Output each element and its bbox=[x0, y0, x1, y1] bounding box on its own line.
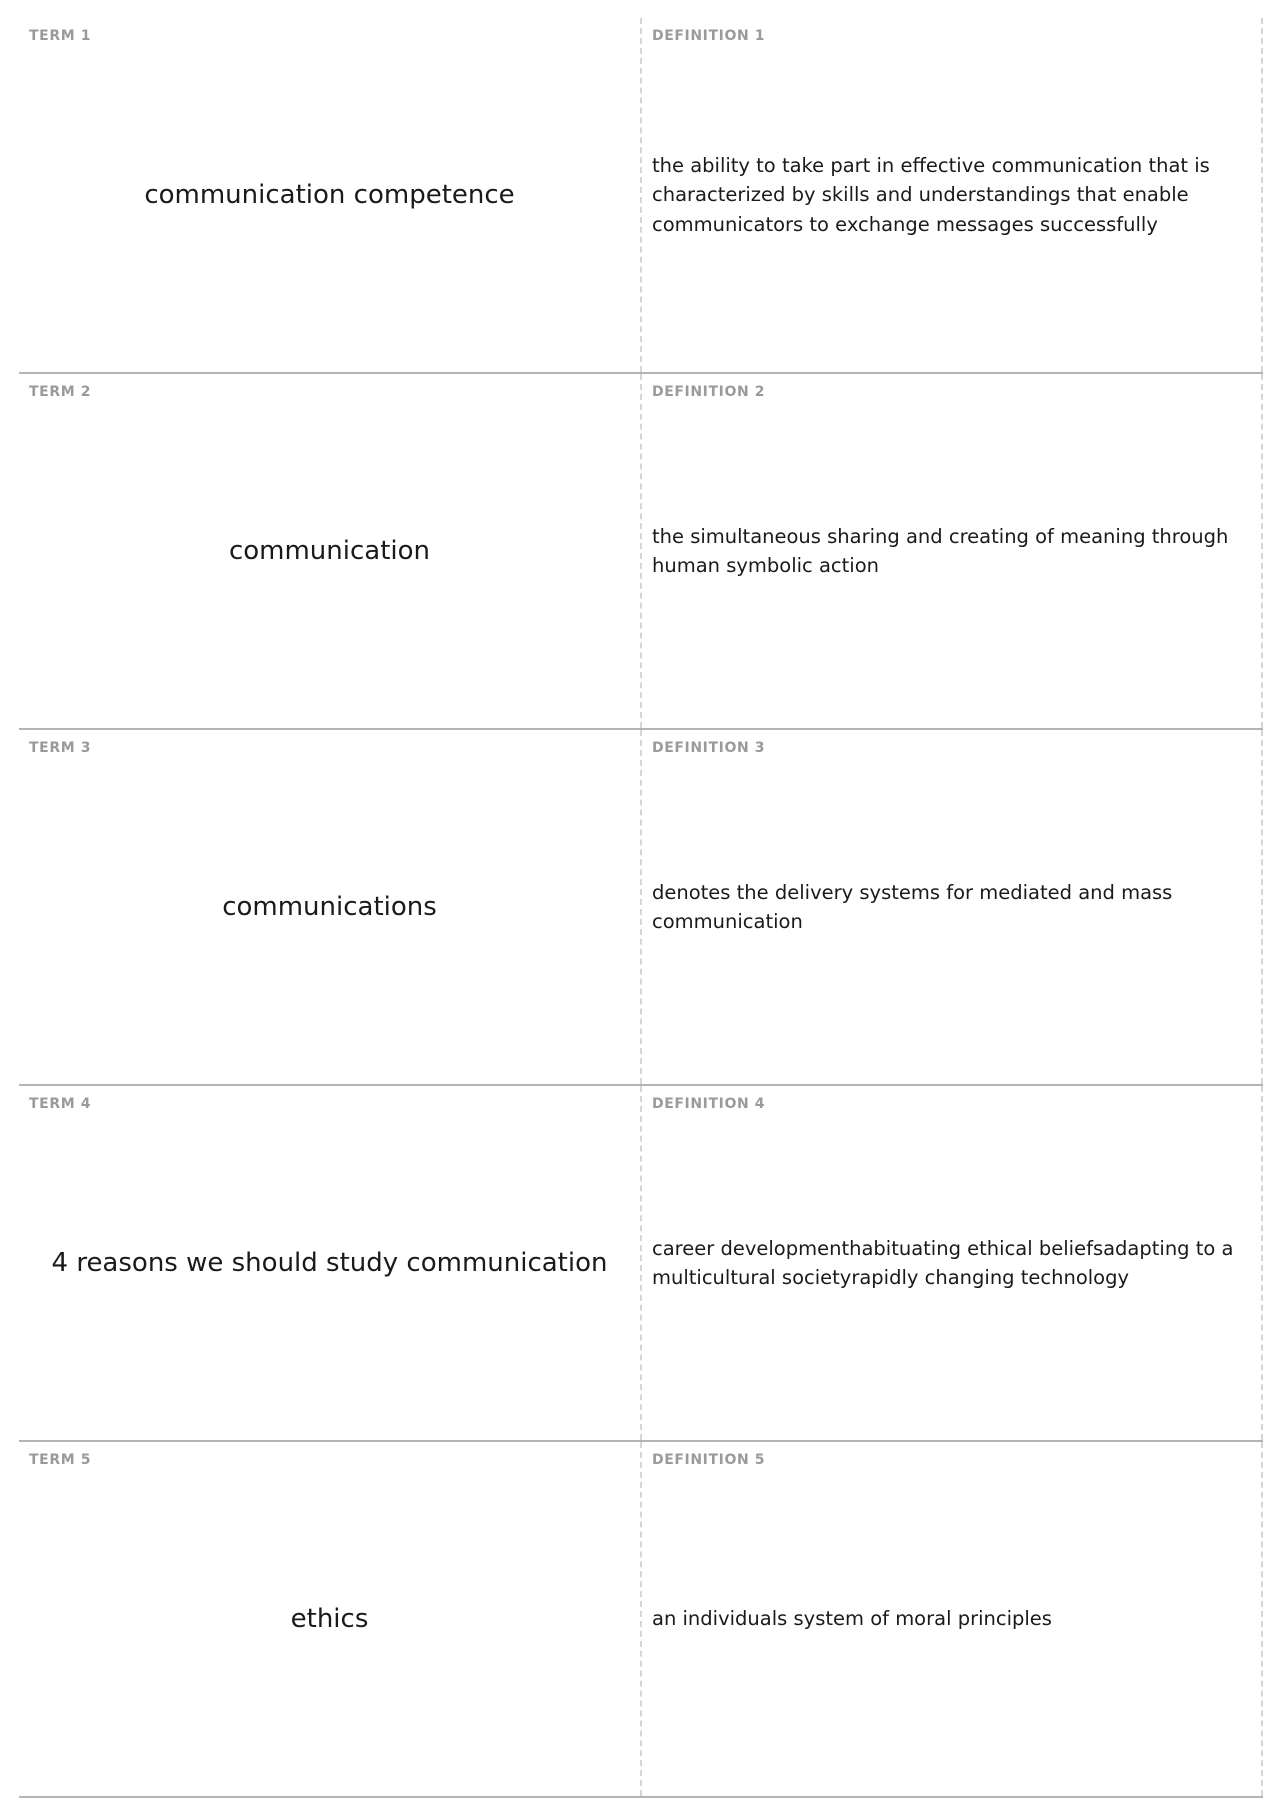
term-cell bbox=[19, 1442, 642, 1796]
term-text: ethics bbox=[290, 1604, 369, 1634]
definition-label: DEFINITION 1 bbox=[652, 28, 766, 44]
term-text: communications bbox=[222, 892, 437, 922]
definition-text: an individuals system of moral principles bbox=[652, 1607, 1052, 1631]
definition-label: DEFINITION 4 bbox=[652, 1096, 766, 1112]
definition-text: the ability to take part in effective communication that is characterized by skills and understandings that enable communicators to exchange messages successfully bbox=[652, 153, 1210, 236]
definition-label: DEFINITION 2 bbox=[652, 384, 766, 400]
term-label: TERM 3 bbox=[29, 740, 92, 756]
term-label: TERM 4 bbox=[29, 1096, 92, 1112]
definition-label: DEFINITION 5 bbox=[652, 1452, 766, 1468]
definition-label: DEFINITION 3 bbox=[652, 740, 766, 756]
term-text: 4 reasons we should study communication bbox=[51, 1248, 608, 1278]
term-cell bbox=[19, 1086, 642, 1440]
flashcard-row bbox=[19, 374, 1263, 730]
flashcard-row bbox=[19, 1086, 1263, 1442]
term-cell bbox=[19, 374, 642, 728]
term-label: TERM 5 bbox=[29, 1452, 92, 1468]
definition-text: the simultaneous sharing and creating of meaning through human symbolic action bbox=[652, 524, 1229, 577]
definition-text: denotes the delivery systems for mediated and mass communication bbox=[652, 880, 1173, 933]
term-cell bbox=[19, 730, 642, 1084]
definition-cell bbox=[642, 374, 1263, 728]
flashcard-row bbox=[19, 730, 1263, 1086]
flashcard-row bbox=[19, 1442, 1263, 1798]
term-cell bbox=[19, 18, 642, 372]
term-label: TERM 2 bbox=[29, 384, 92, 400]
flashcard-sheet bbox=[19, 18, 1263, 1798]
flashcard-row bbox=[19, 18, 1263, 374]
term-text: communication bbox=[228, 536, 431, 566]
definition-cell bbox=[642, 18, 1263, 372]
definition-cell bbox=[642, 1086, 1263, 1440]
definition-cell bbox=[642, 730, 1263, 1084]
definition-text: career developmenthabituating ethical beliefsadapting to a multicultural societyrapidly changing technology bbox=[652, 1236, 1234, 1289]
term-label: TERM 1 bbox=[29, 28, 92, 44]
definition-cell bbox=[642, 1442, 1263, 1796]
term-text: communication competence bbox=[144, 180, 515, 210]
